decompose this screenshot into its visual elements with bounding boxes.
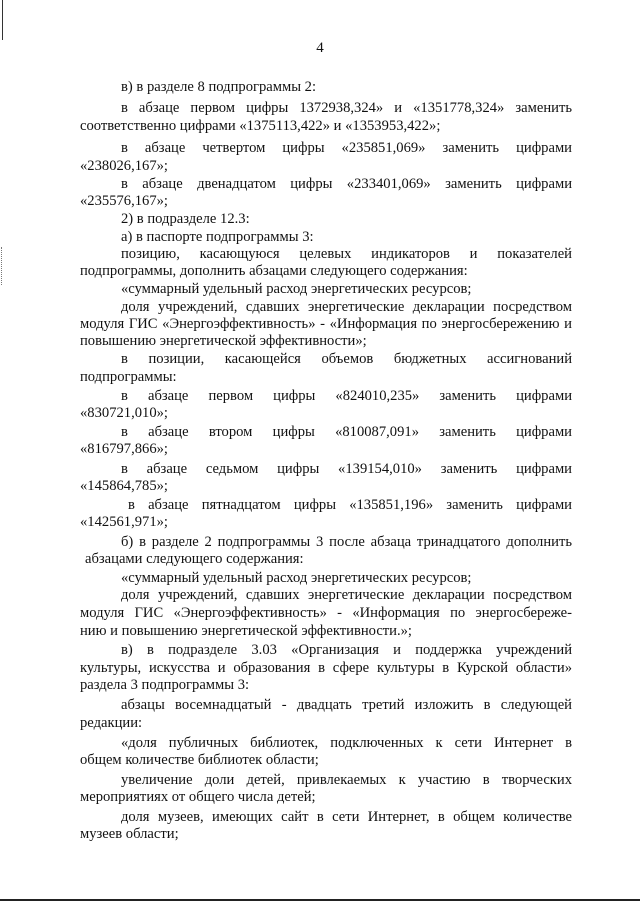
text-line: редакции: bbox=[80, 715, 143, 731]
text-line: доля учреждений, сдавших энергетические декларации посредством bbox=[121, 299, 572, 315]
text-line: «доля публичных библиотек, подключенных к сети Интернет в bbox=[121, 735, 572, 751]
text-line: нию и повышению энергетической эффективности.»; bbox=[80, 623, 412, 639]
text-line: в абзаце седьмом цифры «139154,010» заменить цифрами bbox=[121, 461, 572, 477]
text-line: культуры, искусства и образования в сфере культуры в Курской области» bbox=[80, 660, 572, 676]
text-line: в абзаце четвертом цифры «235851,069» заменить цифрами bbox=[121, 140, 572, 156]
text-line: в) в разделе 8 подпрограммы 2: bbox=[121, 79, 317, 95]
text-line: б) в разделе 2 подпрограммы 3 после абзаца тринадцатого дополнить bbox=[121, 534, 572, 550]
text-line: «суммарный удельный расход энергетических ресурсов; bbox=[121, 281, 472, 297]
text-line: «238026,167»; bbox=[80, 158, 168, 174]
text-line: в абзаце втором цифры «810087,091» заменить цифрами bbox=[121, 424, 572, 440]
text-line: раздела 3 подпрограммы 3: bbox=[80, 677, 250, 693]
scan-dots bbox=[1, 247, 3, 285]
text-line: подпрограммы: bbox=[80, 369, 177, 385]
text-line: абзацами следующего содержания: bbox=[85, 551, 304, 567]
text-line: в абзаце первом цифры «824010,235» заменить цифрами bbox=[121, 388, 572, 404]
text-line: «816797,866»; bbox=[80, 441, 168, 457]
text-line: доля учреждений, сдавших энергетические декларации посредством bbox=[121, 587, 572, 603]
text-line: «142561,971»; bbox=[80, 514, 168, 530]
text-line: повышению энергетической эффективности»; bbox=[80, 333, 367, 349]
text-line: в абзаце двенадцатом цифры «233401,069» заменить цифрами bbox=[121, 176, 572, 192]
text-line: увеличение доли детей, привлекаемых к участию в творческих bbox=[121, 772, 572, 788]
page-number: 4 bbox=[316, 40, 324, 56]
bottom-rule bbox=[0, 899, 640, 901]
text-line: «145864,785»; bbox=[80, 478, 168, 494]
text-line: в) в подразделе 3.03 «Организация и поддержка учреждений bbox=[121, 642, 572, 658]
text-line: подпрограммы, дополнить абзацами следующего содержания: bbox=[80, 263, 468, 279]
text-line: общем количестве библиотек области; bbox=[80, 752, 319, 768]
text-line: в абзаце пятнадцатом цифры «135851,196» заменить цифрами bbox=[128, 497, 572, 513]
text-line: «235576,167»; bbox=[80, 193, 168, 209]
left-edge-mark bbox=[2, 0, 3, 40]
text-line: модуля ГИС «Энергоэффективность» - «Информация по энергосбережению и bbox=[80, 316, 572, 332]
text-line: в позиции, касающейся объемов бюджетных ассигнований bbox=[121, 351, 572, 367]
text-line: позицию, касающуюся целевых индикаторов и показателей bbox=[121, 246, 572, 262]
text-line: а) в паспорте подпрограммы 3: bbox=[121, 229, 314, 245]
text-line: абзацы восемнадцатый - двадцать третий изложить в следующей bbox=[121, 697, 572, 713]
text-line: 2) в подразделе 12.3: bbox=[121, 211, 250, 227]
text-line: мероприятиях от общего числа детей; bbox=[80, 789, 316, 805]
text-line: доля музеев, имеющих сайт в сети Интернет, в общем количестве bbox=[121, 809, 572, 825]
text-line: в абзаце первом цифры 1372938,324» и «1351778,324» заменить bbox=[121, 100, 572, 116]
text-line: музеев области; bbox=[80, 826, 179, 842]
text-line: «830721,010»; bbox=[80, 405, 168, 421]
text-line: «суммарный удельный расход энергетических ресурсов; bbox=[121, 570, 472, 586]
text-line: модуля ГИС «Энергоэффективность» - «Информация по энергосбереже- bbox=[80, 605, 572, 621]
text-line: соответственно цифрами «1375113,422» и «1353953,422»; bbox=[80, 118, 441, 134]
